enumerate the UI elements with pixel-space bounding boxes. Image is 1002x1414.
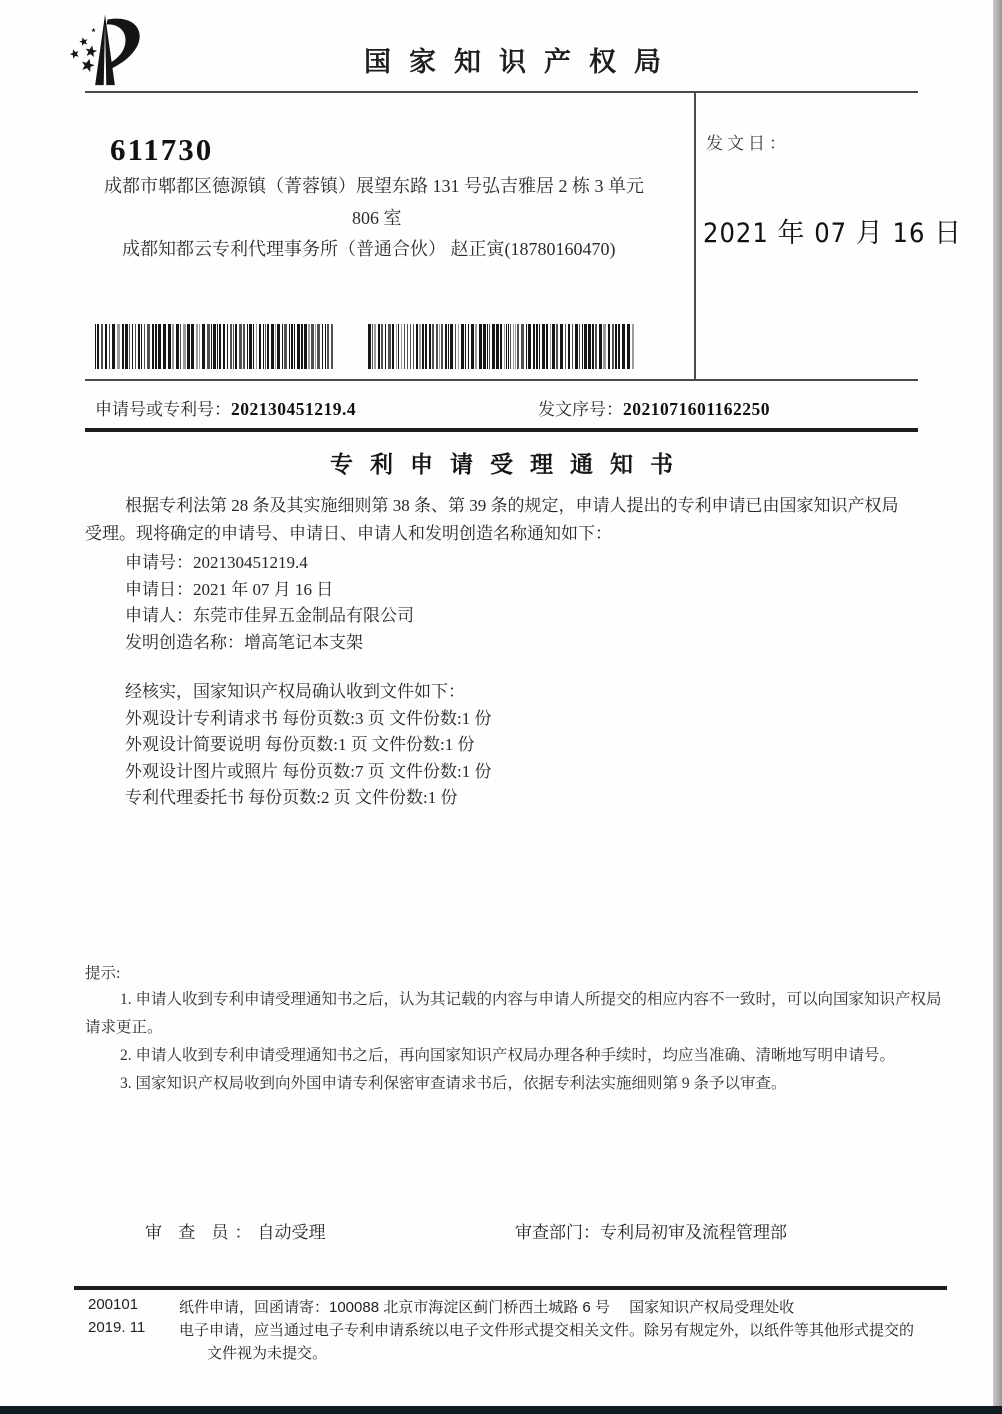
mail-code: 611730	[110, 132, 214, 167]
tip-item-1-line2: 请求更正。	[85, 1019, 163, 1036]
tip-item-3: 3. 国家知识产权局收到向外国申请专利保密审查请求书后，依据专利法实施细则第 9 条予以审查。	[120, 1075, 787, 1092]
dispatch-date-stamp: 2021 年 07 月 16 日	[703, 218, 963, 249]
notice-paragraph-line2: 受理。现将确定的申请号、申请日、申请人和发明创造名称通知如下：	[85, 524, 612, 543]
department-label: 审查部门：	[515, 1223, 600, 1242]
application-number-row	[95, 395, 356, 420]
notice-paragraph-line1: 根据专利法第 28 条及其实施细则第 38 条、第 39 条的规定，申请人提出的专利申请已由国家知识产权局	[125, 496, 899, 515]
tip-item-1-line1: 1. 申请人收到专利申请受理通知书之后，认为其记载的内容与申请人所提交的相应内容不一致时，可以向国家知识产权局	[120, 991, 942, 1008]
department-row	[515, 1218, 787, 1243]
tips-label: 提示:	[85, 965, 121, 982]
title-rule	[85, 428, 918, 432]
barcode	[95, 324, 335, 369]
serial-number-value: 2021071601162250	[623, 399, 771, 419]
notice-title: 专利申请受理通知书	[330, 452, 690, 477]
scan-edge-right	[993, 0, 1002, 1414]
mid-rule	[85, 379, 918, 381]
examiner-label: 审 查 员：	[145, 1223, 258, 1242]
footer-line3: 文件视为未提交。	[207, 1345, 328, 1362]
field-applicant: 申请人：东莞市佳昇五金制品有限公司	[125, 606, 414, 625]
dispatch-date-label: 发文日：	[706, 134, 790, 153]
footer-code-top: 200101	[88, 1296, 139, 1313]
received-files-intro: 经核实，国家知识产权局确认收到文件如下：	[125, 682, 465, 701]
examiner-row	[145, 1218, 326, 1243]
mail-address-line1: 成都市郫都区德源镇（菁蓉镇）展望东路 131 号弘吉雅居 2 栋 3 单元	[104, 176, 644, 196]
received-file-item: 外观设计图片或照片 每份页数:7 页 文件份数:1 份	[125, 762, 492, 781]
footer-code-bottom: 2019. 11	[88, 1319, 146, 1336]
cnipa-logo-icon	[64, 14, 146, 94]
footer-rule	[74, 1286, 947, 1290]
application-number-label: 申请号或专利号：	[95, 400, 231, 419]
scan-edge-bottom	[0, 1406, 1002, 1414]
serial-number-label: 发文序号：	[538, 400, 623, 419]
footer-line2: 电子申请，应当通过电子专利申请系统以电子文件形式提交相关文件。除另有规定外，以纸件等其他形式提交的	[179, 1322, 915, 1339]
received-file-item: 外观设计专利请求书 每份页数:3 页 文件份数:1 份	[125, 709, 492, 728]
dispatch-box-divider	[694, 91, 696, 381]
examiner-value: 自动受理	[257, 1223, 326, 1242]
mail-agent-line: 成都知都云专利代理事务所（普通合伙） 赵正寅(18780160470)	[122, 239, 616, 259]
mail-address-line2: 806 室	[352, 208, 402, 228]
star-icons	[69, 28, 98, 73]
agency-title: 国家知识产权局	[364, 47, 679, 77]
field-application-date: 申请日：2021 年 07 月 16 日	[125, 580, 334, 599]
received-file-item: 外观设计简要说明 每份页数:1 页 文件份数:1 份	[125, 735, 475, 754]
footer-line1: 纸件申请，回函请寄：100088 北京市海淀区蓟门桥西土城路 6 号 国家知识产权局受理处收	[179, 1299, 795, 1316]
application-number-value: 202130451219.4	[231, 399, 357, 419]
header-rule	[85, 91, 918, 93]
field-application-number: 申请号：202130451219.4	[125, 553, 308, 572]
department-value: 专利局初审及流程管理部	[600, 1223, 787, 1242]
serial-number-row	[538, 395, 770, 420]
barcode	[368, 324, 638, 369]
tip-item-2: 2. 申请人收到专利申请受理通知书之后，再向国家知识产权局办理各种手续时，均应当准确、清晰地写明申请号。	[120, 1047, 896, 1064]
field-invention-title: 发明创造名称：增高笔记本支架	[125, 633, 363, 652]
received-file-item: 专利代理委托书 每份页数:2 页 文件份数:1 份	[125, 788, 458, 807]
